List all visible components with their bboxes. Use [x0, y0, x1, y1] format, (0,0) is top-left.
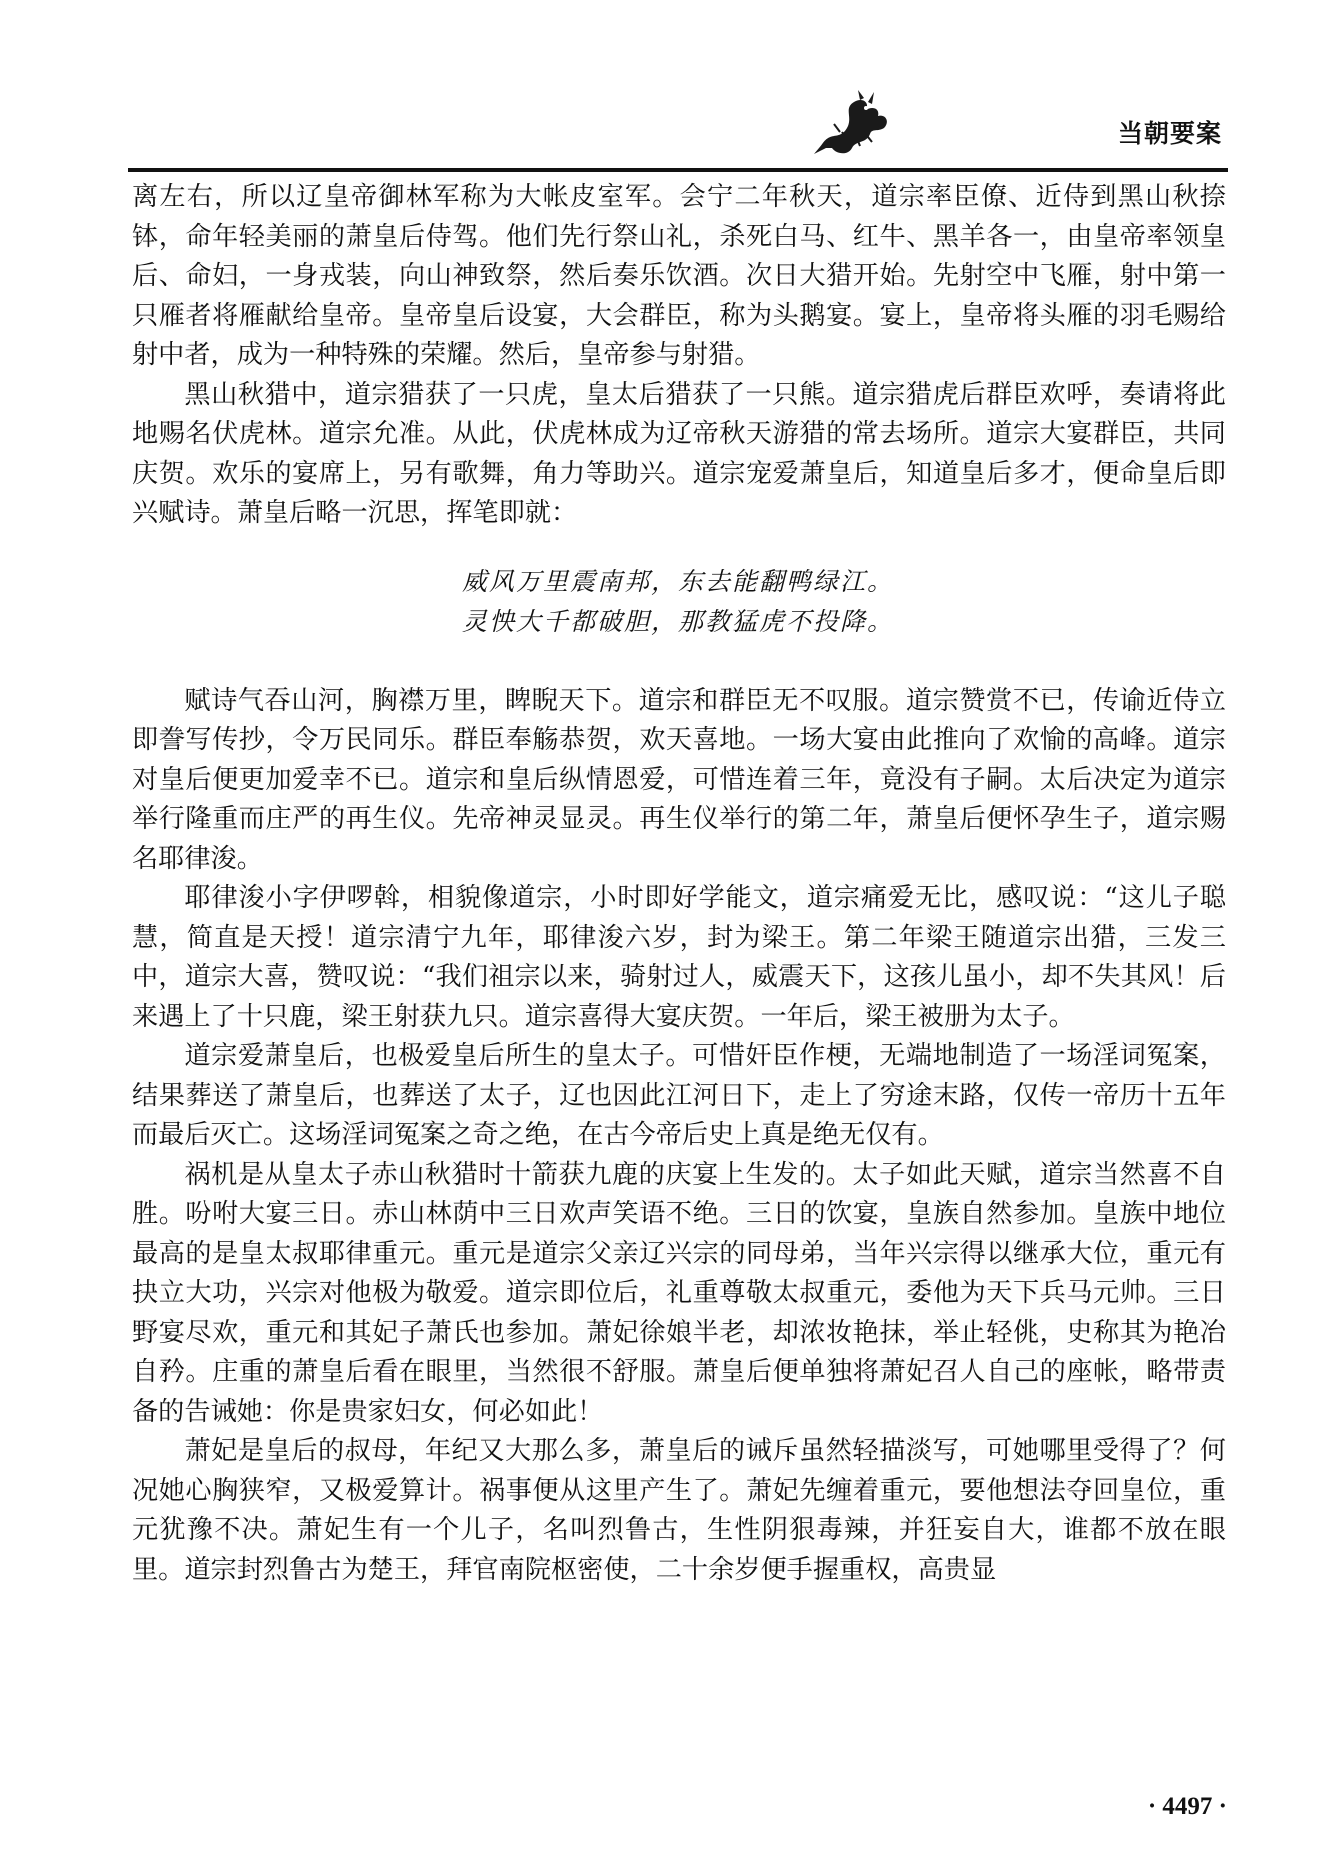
paragraph-1: 离左右，所以辽皇帝御林军称为大帐皮室军。会宁二年秋天，道宗率臣僚、近侍到黑山秋捺钵，命年轻美丽的萧皇后侍驾。他们先行祭山礼，杀死白马、红牛、黑羊各一，由皇帝率领皇后、命妇，一身戎装，向山神致祭，然后奏乐饮酒。次日大猎开始。先射空中飞雁，射中第一只雁者将雁献给皇帝。皇帝皇后设宴，大会群臣，称为头鹅宴。宴上，皇帝将头雁的羽毛赐给射中者，成为一种特殊的荣耀。然后，皇帝参与射猎。	[132, 182, 1226, 370]
paragraph-2: 黑山秋猎中，道宗猎获了一只虎，皇太后猎获了一只熊。道宗猎虎后群臣欢呼，奏请将此地赐名伏虎林。道宗允准。从此，伏虎林成为辽帝秋天游猎的常去场所。道宗大宴群臣，共同庆贺。欢乐的宴席上，另有歌舞，角力等助兴。道宗宠爱萧皇后，知道皇后多才，便命皇后即兴赋诗。萧皇后略一沉思，挥笔即就：	[132, 379, 1226, 528]
running-title: 当朝要案	[1118, 119, 1223, 148]
running-header	[0, 88, 1322, 160]
paragraph-4: 耶律浚小字伊啰斡，相貌像道宗，小时即好学能文，道宗痛爱无比，感叹说：“这儿子聪慧，简直是天授！道宗清宁九年，耶律浚六岁，封为梁王。第二年梁王随道宗出猎，三发三中，道宗大喜，赞叹说：“我们祖宗以来，骑射过人，威震天下，这孩儿虽小，却不失其风！后来遇上了十只鹿，梁王射获九只。道宗喜得大宴庆贺。一年后，梁王被册为太子。	[132, 883, 1226, 1032]
paragraph-6: 祸机是从皇太子赤山秋猎时十箭获九鹿的庆宴上生发的。太子如此天赋，道宗当然喜不自胜。吩咐大宴三日。赤山林荫中三日欢声笑语不绝。三日的饮宴，皇族自然参加。皇族中地位最高的是皇太叔耶律重元。重元是道宗父亲辽兴宗的同母弟，当年兴宗得以继承大位，重元有抉立大功，兴宗对他极为敬爱。道宗即位后，礼重尊敬太叔重元，委他为天下兵马元帅。三日野宴尽欢，重元和其妃子萧氏也参加。萧妃徐娘半老，却浓妆艳抹，举止轻佻，史称其为艳冶自矜。庄重的萧皇后看在眼里，当然很不舒服。萧皇后便单独将萧妃召人自己的座帐，略带责备的告诫她：你是贵家妇女，何必如此！	[132, 1159, 1226, 1427]
poem-line-2: 灵怏大千都破胆，那教猛虎不投降。	[462, 606, 895, 636]
main-text	[132, 178, 1226, 1590]
paragraph-3: 赋诗气吞山河，胸襟万里，睥睨天下。道宗和群臣无不叹服。道宗赞赏不已，传谕近侍立即誊写传抄，令万民同乐。群臣奉觞恭贺，欢天喜地。一场大宴由此推向了欢愉的高峰。道宗对皇后便更加爱幸不已。道宗和皇后纵情恩爱，可惜连着三年，竟没有子嗣。太后决定为道宗举行隆重而庄严的再生仪。先帝神灵显灵。再生仪举行的第二年，萧皇后便怀孕生子，道宗赐名耶律浚。	[132, 685, 1226, 874]
page-number: · 4497 ·	[1147, 1793, 1227, 1820]
paragraph-5: 道宗爱萧皇后，也极爱皇后所生的皇太子。可惜奸臣作梗，无端地制造了一场淫词冤案，结果葬送了萧皇后，也葬送了太子，辽也因此江河日下，走上了穷途末路，仅传一帝历十五年而最后灭亡。这场淫词冤案之奇之绝，在古今帝后史上真是绝无仅有。	[132, 1041, 1226, 1150]
poem-line-1: 威风万里震南邦，东去能翻鸭绿江。	[462, 566, 895, 596]
header-rule	[128, 168, 1228, 172]
paragraph-7: 萧妃是皇后的叔母，年纪又大那么多，萧皇后的诫斥虽然轻描淡写，可她哪里受得了？何况她心胸狭窄，又极爱算计。祸事便从这里产生了。萧妃先缠着重元，要他想法夺回皇位，重元犹豫不决。萧妃生有一个儿子，名叫烈鲁古，生性阴狠毒辣，并狂妄自大，谁都不放在眼里。道宗封烈鲁古为楚王，拜官南院枢密使，二十余岁便手握重权，高贵显	[132, 1436, 1226, 1585]
poem	[132, 562, 1226, 642]
dragon-emblem-icon	[800, 88, 900, 160]
